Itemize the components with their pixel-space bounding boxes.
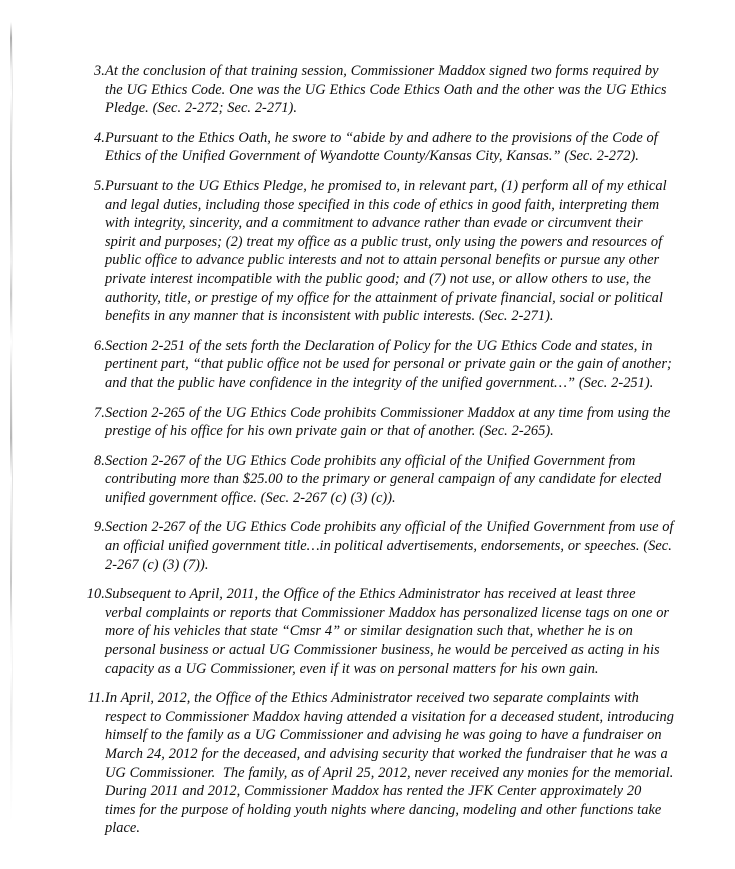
paragraph-number: 10. bbox=[86, 586, 105, 603]
paragraph-number: 8. bbox=[94, 452, 105, 469]
list-item bbox=[78, 177, 674, 326]
list-item bbox=[78, 129, 674, 166]
paragraph-text: Subsequent to April, 2011, the Office of the Ethics Administrator has received at least three verbal complaints or reports that Commissioner Maddox has personalized license tags on one or more of his vehicles that state “Cmsr 4” or similar designation such that, whether he is on personal business or actual UG Commissioner business, he would be perceived as acting in his capacity as a UG Commissioner, even if it was on personal matters for his own gain. bbox=[105, 586, 673, 677]
list-item bbox=[78, 404, 674, 441]
paragraph-number: 6. bbox=[94, 337, 105, 354]
scanner-edge-artifact-secondary bbox=[12, 24, 13, 804]
paragraph-text: Section 2-251 of the sets forth the Declaration of Policy for the UG Ethics Code and states, in pertinent part, “that public office not be used for personal or private gain or the gain of another; and that the public have confidence in the integrity of the unified government…” (Sec. 2-251). bbox=[105, 337, 676, 391]
paragraph-number: 5. bbox=[94, 177, 105, 194]
list-item bbox=[78, 689, 685, 838]
list-item bbox=[78, 585, 674, 678]
paragraph-text: At the conclusion of that training session, Commissioner Maddox signed two forms required by the UG Ethics Code. One was the UG Ethics Code Ethics Oath and the other was the UG Ethics Pledge. (Sec. 2-272; Sec. 2-271). bbox=[105, 63, 671, 117]
list-item bbox=[78, 62, 674, 118]
numbered-paragraph-list bbox=[78, 62, 685, 838]
paragraph-number: 7. bbox=[94, 404, 105, 421]
paragraph-text: Section 2-267 of the UG Ethics Code prohibits any official of the Unified Government from contributing more than $25.00 to the primary or general campaign of any candidate for elected unified government office. (Sec. 2-267 (c) (3) (c)). bbox=[105, 452, 666, 506]
paragraph-text: Section 2-267 of the UG Ethics Code prohibits any official of the Unified Government from use of an official unified government title…in political advertisements, endorsements, or speeches. (Sec. 2-267 (c) (3) (7)). bbox=[105, 519, 678, 573]
scanner-edge-artifact bbox=[10, 22, 12, 822]
paragraph-number: 11. bbox=[87, 690, 105, 707]
paragraph-text: Pursuant to the UG Ethics Pledge, he promised to, in relevant part, (1) perform all of my ethical and legal duties, including those specified in this code of ethics in good faith, interpreting them with integrity, sincerity, and a commitment to advance rather than evade or circumvent their spirit and purposes; (2) treat my office as a public trust, only using the powers and resources of public office to advance public interests and not to attain personal benefits or pursue any other private interest incompatible with the public good; and (7) not use, or allow others to use, the authority, title, or prestige of my office for the attainment of private financial, social or political benefits in any manner that is inconsistent with public interests. (Sec. 2-271). bbox=[105, 177, 671, 325]
list-item bbox=[78, 452, 674, 508]
paragraph-text: In April, 2012, the Office of the Ethics Administrator received two separate complaints with respect to Commissioner Maddox having attended a visitation for a deceased student, introducing himself to the family as a UG Commissioner and advising he was going to have a fundraiser on March 24, 2012 for the deceased, and advising security that worked the fundraiser that he was a UG Commissioner. The family, as of April 25, 2012, never received any monies for the memorial. During 2011 and 2012, Commissioner Maddox has rented the JFK Center approximately 20 times for the purpose of holding youth nights where dancing, modeling and other functions take place. bbox=[105, 690, 685, 837]
list-item bbox=[78, 337, 674, 393]
paragraph-number: 9. bbox=[94, 519, 105, 536]
list-item bbox=[78, 518, 678, 574]
paragraph-number: 3. bbox=[94, 63, 105, 79]
paragraph-text: Pursuant to the Ethics Oath, he swore to “abide by and adhere to the provisions of the Code of Ethics of the Unified Government of Wyandotte County/Kansas City, Kansas.” (Sec. 2-272). bbox=[105, 129, 662, 165]
paragraph-number: 4. bbox=[94, 129, 105, 146]
paragraph-text: Section 2-265 of the UG Ethics Code prohibits Commissioner Maddox at any time from using the prestige of his office for his own private gain or that of another. (Sec. 2-265). bbox=[105, 404, 675, 440]
